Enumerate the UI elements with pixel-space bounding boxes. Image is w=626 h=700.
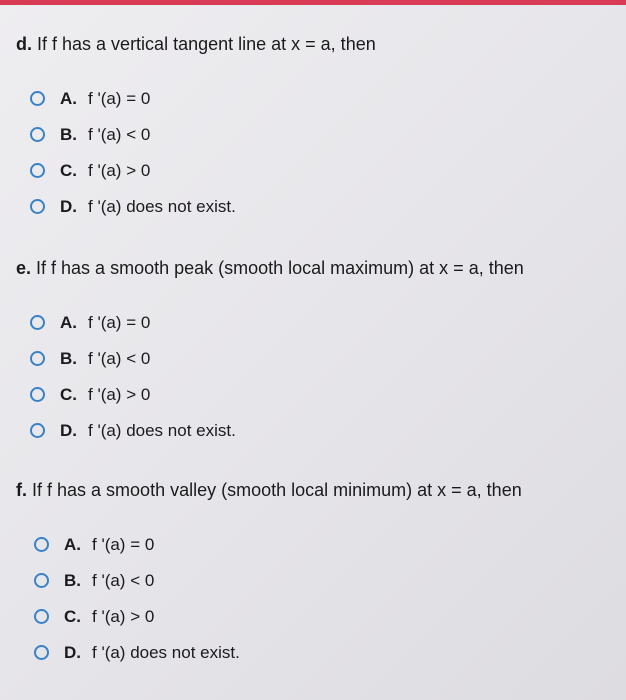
option-text: f '(a) = 0: [92, 535, 155, 554]
question-d-title: [16, 32, 376, 56]
option-letter: B.: [60, 349, 77, 368]
option-text: f '(a) = 0: [88, 89, 151, 108]
radio-button-icon[interactable]: [30, 315, 45, 330]
question-d-letter: d.: [16, 34, 32, 54]
option-text: f '(a) does not exist.: [92, 643, 240, 662]
option-text: f '(a) < 0: [88, 349, 151, 368]
option-letter: A.: [60, 89, 77, 108]
radio-button-icon[interactable]: [30, 387, 45, 402]
top-accent-strip: [0, 0, 626, 5]
question-e-text: If f has a smooth peak (smooth local maximum) at x = a, then: [36, 258, 524, 278]
radio-button-icon[interactable]: [34, 537, 49, 552]
radio-button-icon[interactable]: [34, 609, 49, 624]
question-f-letter: f.: [16, 480, 27, 500]
option-letter: A.: [60, 313, 77, 332]
option-letter: D.: [64, 643, 81, 662]
option-letter: C.: [64, 607, 81, 626]
question-f-title: [16, 478, 522, 502]
radio-button-icon[interactable]: [30, 351, 45, 366]
radio-button-icon[interactable]: [30, 199, 45, 214]
radio-button-icon[interactable]: [30, 91, 45, 106]
option-text: f '(a) > 0: [88, 385, 151, 404]
option-text: f '(a) > 0: [88, 161, 151, 180]
option-letter: C.: [60, 385, 77, 404]
radio-button-icon[interactable]: [34, 645, 49, 660]
option-letter: C.: [60, 161, 77, 180]
option-letter: D.: [60, 197, 77, 216]
radio-button-icon[interactable]: [30, 127, 45, 142]
option-text: f '(a) does not exist.: [88, 197, 236, 216]
option-letter: D.: [60, 421, 77, 440]
option-letter: A.: [64, 535, 81, 554]
question-f-text: If f has a smooth valley (smooth local minimum) at x = a, then: [32, 480, 522, 500]
radio-button-icon[interactable]: [34, 573, 49, 588]
option-text: f '(a) < 0: [92, 571, 155, 590]
option-text: f '(a) > 0: [92, 607, 155, 626]
question-e-letter: e.: [16, 258, 32, 278]
radio-button-icon[interactable]: [30, 423, 45, 438]
option-text: f '(a) = 0: [88, 313, 151, 332]
option-text: f '(a) < 0: [88, 125, 151, 144]
option-text: f '(a) does not exist.: [88, 421, 236, 440]
question-d-text: If f has a vertical tangent line at x = a, then: [37, 34, 376, 54]
question-e-title: [16, 256, 524, 280]
option-letter: B.: [60, 125, 77, 144]
option-letter: B.: [64, 571, 81, 590]
radio-button-icon[interactable]: [30, 163, 45, 178]
